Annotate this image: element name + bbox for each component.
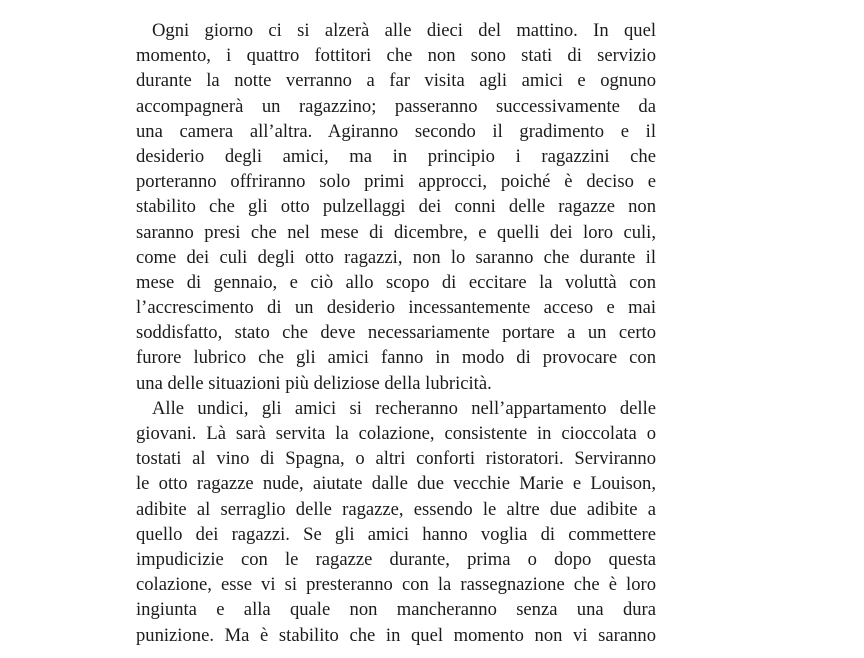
paragraph-2 (136, 396, 656, 648)
text-line: ingiunta e alla quale non mancheranno senza una dura (136, 599, 656, 621)
text-line: una delle situazioni più deliziose della lubricità. (136, 372, 492, 394)
text-line: le otto ragazze nude, aiutate dalle due vecchie Marie e Louison, (136, 473, 656, 495)
text-line: mese di gennaio, e ciò allo scopo di eccitare la voluttà con (136, 271, 656, 293)
text-line: l’accrescimento di un desiderio incessantemente acceso e mai (136, 297, 656, 319)
text-line: come dei culi degli otto ragazzi, non lo saranno che durante il (136, 246, 656, 268)
text-line: adibite al serraglio delle ragazze, essendo le altre due adibite a (136, 498, 656, 520)
text-line: furore lubrico che gli amici fanno in modo di provocare con (136, 347, 656, 369)
text-line: giovani. Là sarà servita la colazione, consistente in cioccolata o (136, 423, 656, 444)
text-line: durante la notte verranno a far visita agli amici e ognuno (136, 70, 656, 92)
text-line: accompagnerà un ragazzino; passeranno successivamente da (136, 95, 656, 117)
text-line: Ogni giorno ci si alzerà alle dieci del mattino. In quel (152, 20, 656, 41)
text-line: Alle undici, gli amici si recheranno nell’appartamento delle (152, 397, 656, 419)
book-page (136, 18, 656, 648)
text-line: quello dei ragazzi. Se gli amici hanno voglia di commettere (136, 523, 656, 545)
text-line: saranno presi che nel mese di dicembre, e quelli dei loro culi, (136, 221, 656, 243)
text-line: punizione. Ma è stabilito che in quel momento non vi saranno (136, 624, 656, 646)
text-line: soddisfatto, stato che deve necessariamente portare a un certo (136, 322, 656, 344)
text-line: impudicizie con le ragazze durante, prima o dopo questa (136, 548, 656, 570)
text-line: momento, i quattro fottitori che non sono stati di servizio (136, 45, 656, 67)
text-line: stabilito che gli otto pulzellaggi dei conni delle ragazze non (136, 196, 656, 218)
text-line: desiderio degli amici, ma in principio i ragazzini che (136, 145, 656, 167)
text-line: porteranno offriranno solo primi approcci, poiché è deciso e (136, 171, 656, 193)
text-line: una camera all’altra. Agiranno secondo il gradimento e il (136, 120, 656, 142)
text-line: colazione, esse vi si presteranno con la rassegnazione che è loro (136, 574, 656, 596)
text-line: tostati al vino di Spagna, o altri conforti ristoratori. Serviranno (136, 448, 656, 470)
paragraph-1 (136, 18, 656, 396)
